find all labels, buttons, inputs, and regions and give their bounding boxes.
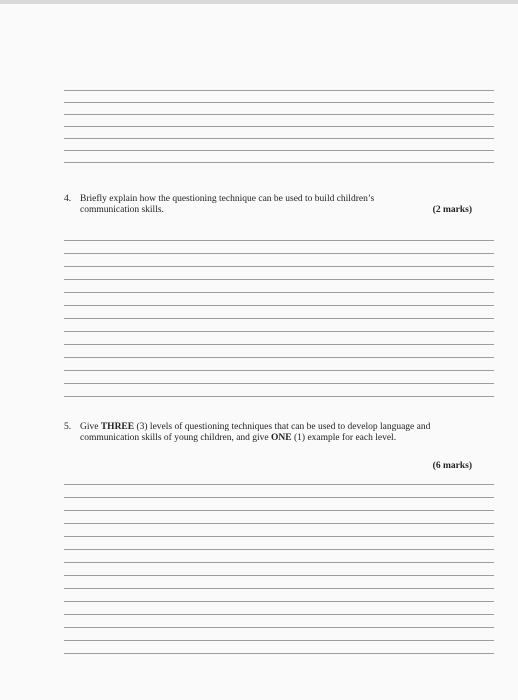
- answer-line: [64, 653, 494, 654]
- text-run: (1) example for each level.: [291, 433, 397, 443]
- question-4: [64, 194, 494, 216]
- answer-line: [64, 114, 494, 115]
- question-line-1: Briefly explain how the questioning technique can be used to build children’s: [80, 194, 375, 204]
- answer-line: [64, 344, 494, 345]
- answer-line: [64, 370, 494, 371]
- question-number: 5.: [64, 422, 72, 432]
- answer-line: [64, 484, 494, 485]
- answer-line: [64, 497, 494, 498]
- answer-line: [64, 357, 494, 358]
- question-text: [80, 194, 480, 216]
- question-line-2: communication skills.: [80, 205, 164, 215]
- answer-line: [64, 640, 494, 641]
- answer-line: [64, 601, 494, 602]
- answer-lines-question-4: [64, 240, 494, 397]
- answer-line: [64, 253, 494, 254]
- emphasis-one: ONE: [271, 433, 292, 443]
- answer-line: [64, 627, 494, 628]
- answer-line: [64, 102, 494, 103]
- question-text: [80, 422, 480, 444]
- answer-line: [64, 331, 494, 332]
- answer-line: [64, 575, 494, 576]
- answer-line: [64, 138, 494, 139]
- answer-line: [64, 150, 494, 151]
- question-line-2: [80, 433, 480, 444]
- answer-line: [64, 240, 494, 241]
- answer-lines-question-5: [64, 484, 494, 654]
- answer-line: [64, 318, 494, 319]
- answer-line: [64, 536, 494, 537]
- answer-line: [64, 305, 494, 306]
- question-line-1: [80, 422, 480, 433]
- answer-line: [64, 126, 494, 127]
- answer-line: [64, 292, 494, 293]
- answer-line: [64, 90, 494, 91]
- emphasis-three: THREE: [100, 422, 135, 432]
- text-run: communication skills of young children, and give: [80, 433, 272, 443]
- answer-line: [64, 396, 494, 397]
- answer-line: [64, 266, 494, 267]
- marks-label: (2 marks): [432, 205, 472, 215]
- answer-line: [64, 614, 494, 615]
- text-run: Give: [80, 422, 101, 432]
- answer-line: [64, 510, 494, 511]
- answer-line: [64, 588, 494, 589]
- answer-line: [64, 562, 494, 563]
- text-run: (3) levels of questioning techniques that can be used to develop language and: [134, 422, 431, 432]
- answer-line: [64, 523, 494, 524]
- answer-line: [64, 549, 494, 550]
- answer-line: [64, 279, 494, 280]
- marks-label: (6 marks): [432, 461, 472, 471]
- question-5: [64, 422, 494, 471]
- answer-line: [64, 383, 494, 384]
- question-number: 4.: [64, 194, 72, 204]
- answer-lines-previous: [64, 90, 494, 163]
- answer-line: [64, 162, 494, 163]
